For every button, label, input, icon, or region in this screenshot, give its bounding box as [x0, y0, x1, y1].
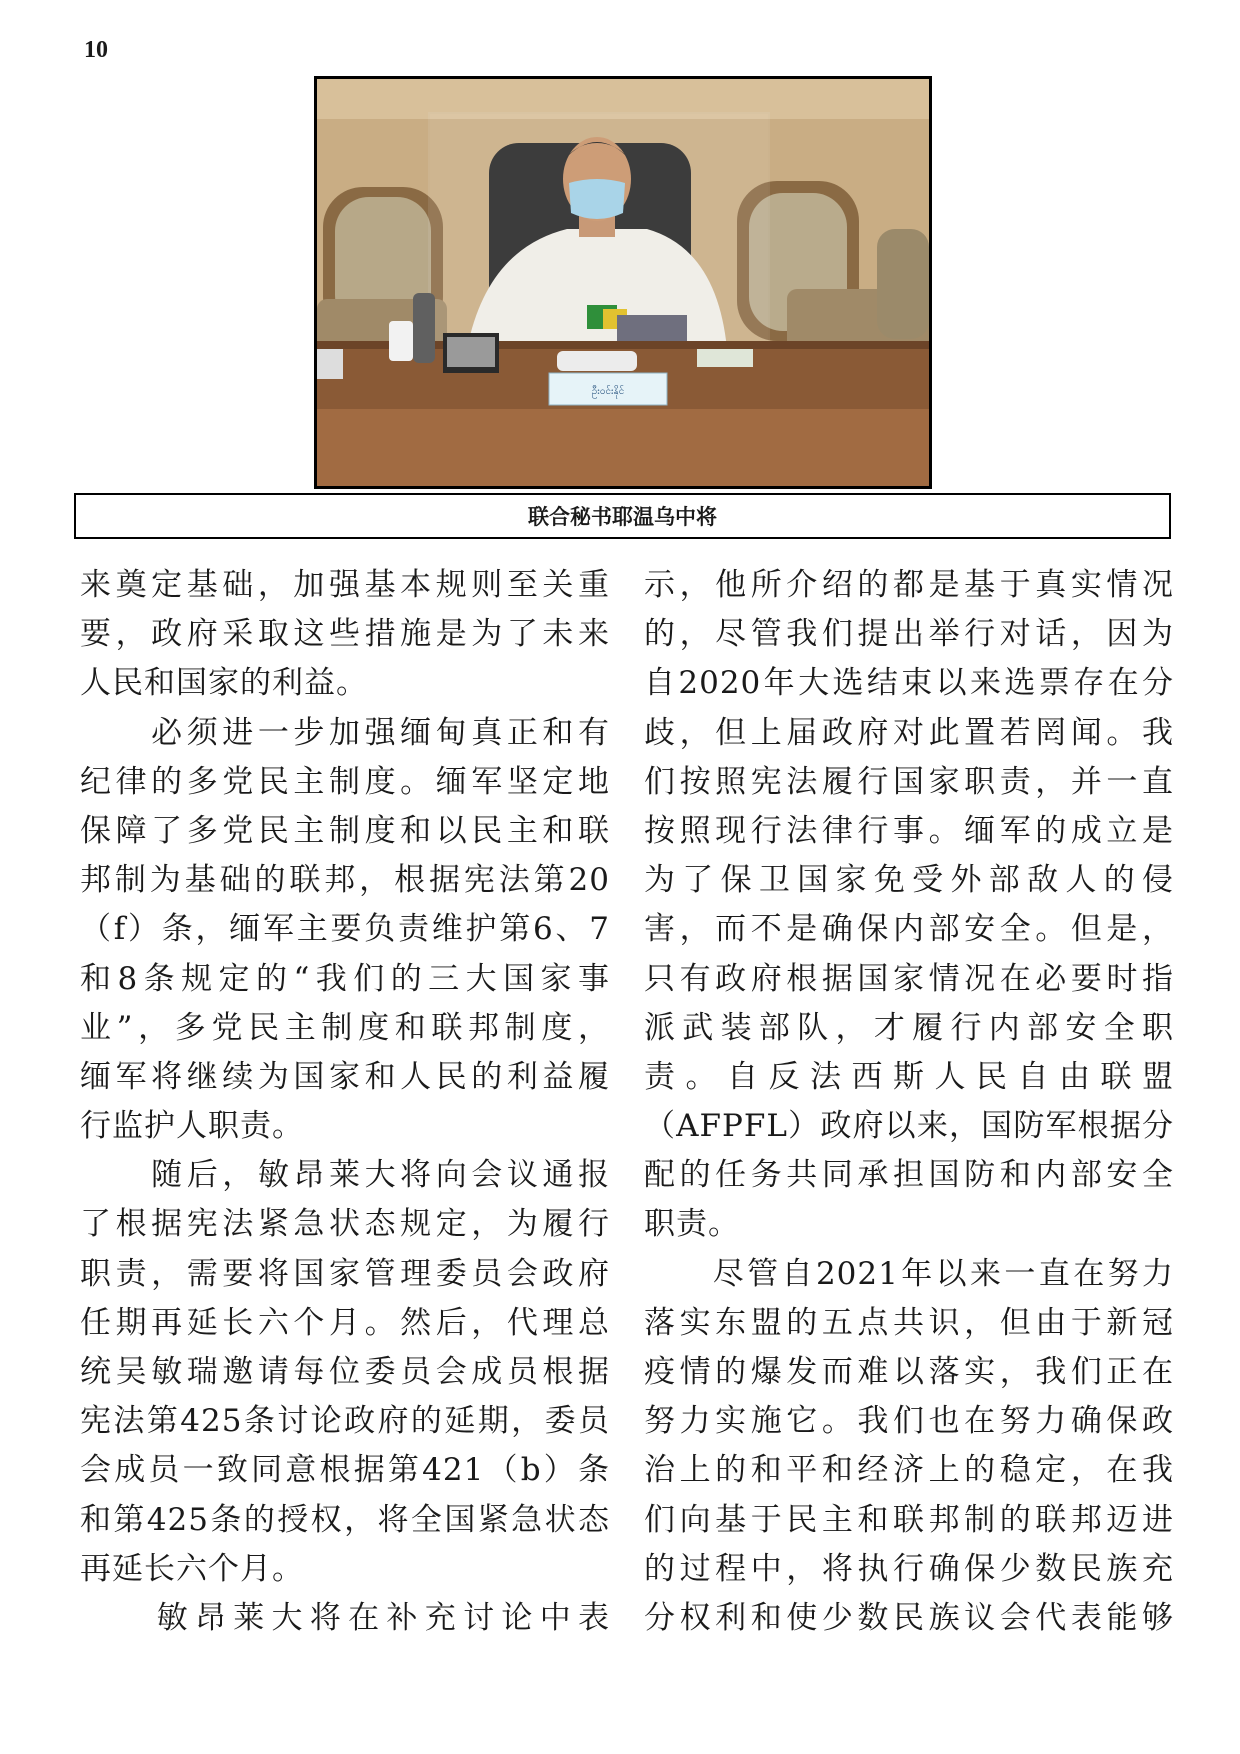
text-line: 落实东盟的五点共识，但由于新冠	[644, 1304, 1174, 1341]
text-line: 缅军将继续为国家和人民的利益履	[80, 1058, 610, 1095]
text-line: 治上的和平和经济上的稳定，在我	[644, 1452, 1174, 1489]
text-line: 们向基于民主和联邦制的联邦迈进	[644, 1501, 1174, 1538]
text-line: 派武装部队，才履行内部安全职	[644, 1009, 1174, 1046]
text-line: （f）条，缅军主要负责维护第6、7	[80, 911, 610, 948]
text-line: 自2020年大选结束以来选票存在分	[644, 665, 1174, 702]
text-line: 和第425条的授权，将全国紧急状态	[80, 1501, 610, 1538]
text-line: 任期再延长六个月。然后，代理总	[80, 1304, 610, 1341]
text-line: 纪律的多党民主制度。缅军坚定地	[80, 763, 610, 800]
text-line: 统吴敏瑞邀请每位委员会成员根据	[80, 1354, 610, 1390]
nameplate-text: ဦးဝင်းနိုင်	[591, 386, 625, 397]
text-line: 邦制为基础的联邦，根据宪法第20	[80, 862, 610, 899]
text-line: 来奠定基础，加强基本规则至关重	[80, 567, 610, 603]
text-line: 人民和国家的利益。	[80, 665, 368, 702]
text-line: 再延长六个月。	[80, 1550, 304, 1587]
text-column-left	[80, 561, 610, 1643]
text-line: 必须进一步加强缅甸真正和有	[80, 714, 610, 751]
text-line: 分权利和使少数民族议会代表能够	[644, 1599, 1174, 1636]
text-line: 职责。	[644, 1206, 740, 1243]
photo-caption: 联合秘书耶温乌中将	[74, 493, 1171, 539]
text-line: 按照现行法律行事。缅军的成立是	[644, 812, 1174, 849]
page-number: 10	[84, 37, 108, 63]
photo-frame	[314, 76, 932, 489]
text-line: 责。自反法西斯人民自由联盟	[644, 1058, 1174, 1095]
text-line: 随后，敏昂莱大将向会议通报	[80, 1157, 610, 1194]
text-line: 宪法第425条讨论政府的延期，委员	[80, 1403, 610, 1440]
text-line: 职责，需要将国家管理委员会政府	[80, 1255, 610, 1292]
text-line: 疫情的爆发而难以落实，我们正在	[644, 1354, 1174, 1390]
text-line: 的，尽管我们提出举行对话，因为	[644, 616, 1174, 653]
text-line: 只有政府根据国家情况在必要时指	[644, 960, 1174, 997]
text-line: 们按照宪法履行国家职责，并一直	[644, 763, 1174, 800]
text-line: （AFPFL）政府以来，国防军根据分	[644, 1108, 1174, 1145]
text-line: 敏昂莱大将在补充讨论中表	[80, 1599, 610, 1636]
text-line: 和8条规定的“我们的三大国家事	[80, 960, 610, 997]
text-line: 要，政府采取这些措施是为了未来	[80, 616, 610, 653]
text-column-right	[644, 561, 1174, 1643]
text-line: 配的任务共同承担国防和内部安全	[644, 1157, 1174, 1194]
text-line: 保障了多党民主制度和以民主和联	[80, 812, 610, 849]
text-line: 示，他所介绍的都是基于真实情况	[644, 567, 1174, 603]
text-line: 害，而不是确保内部安全。但是，	[644, 911, 1174, 948]
text-line: 行监护人职责。	[80, 1108, 304, 1145]
text-line: 会成员一致同意根据第421（b）条	[80, 1452, 610, 1489]
text-line: 了根据宪法紧急状态规定，为履行	[80, 1206, 610, 1243]
text-line: 为了保卫国家免受外部敌人的侵	[644, 862, 1174, 899]
text-line: 的过程中，将执行确保少数民族充	[644, 1550, 1174, 1587]
text-line: 歧，但上届政府对此置若罔闻。我	[644, 714, 1174, 751]
nameplate	[549, 373, 667, 405]
text-line: 尽管自2021年以来一直在努力	[644, 1255, 1174, 1292]
official-photo	[317, 79, 929, 486]
text-line: 业”，多党民主制度和联邦制度，	[80, 1009, 610, 1046]
text-line: 努力实施它。我们也在努力确保政	[644, 1403, 1174, 1440]
